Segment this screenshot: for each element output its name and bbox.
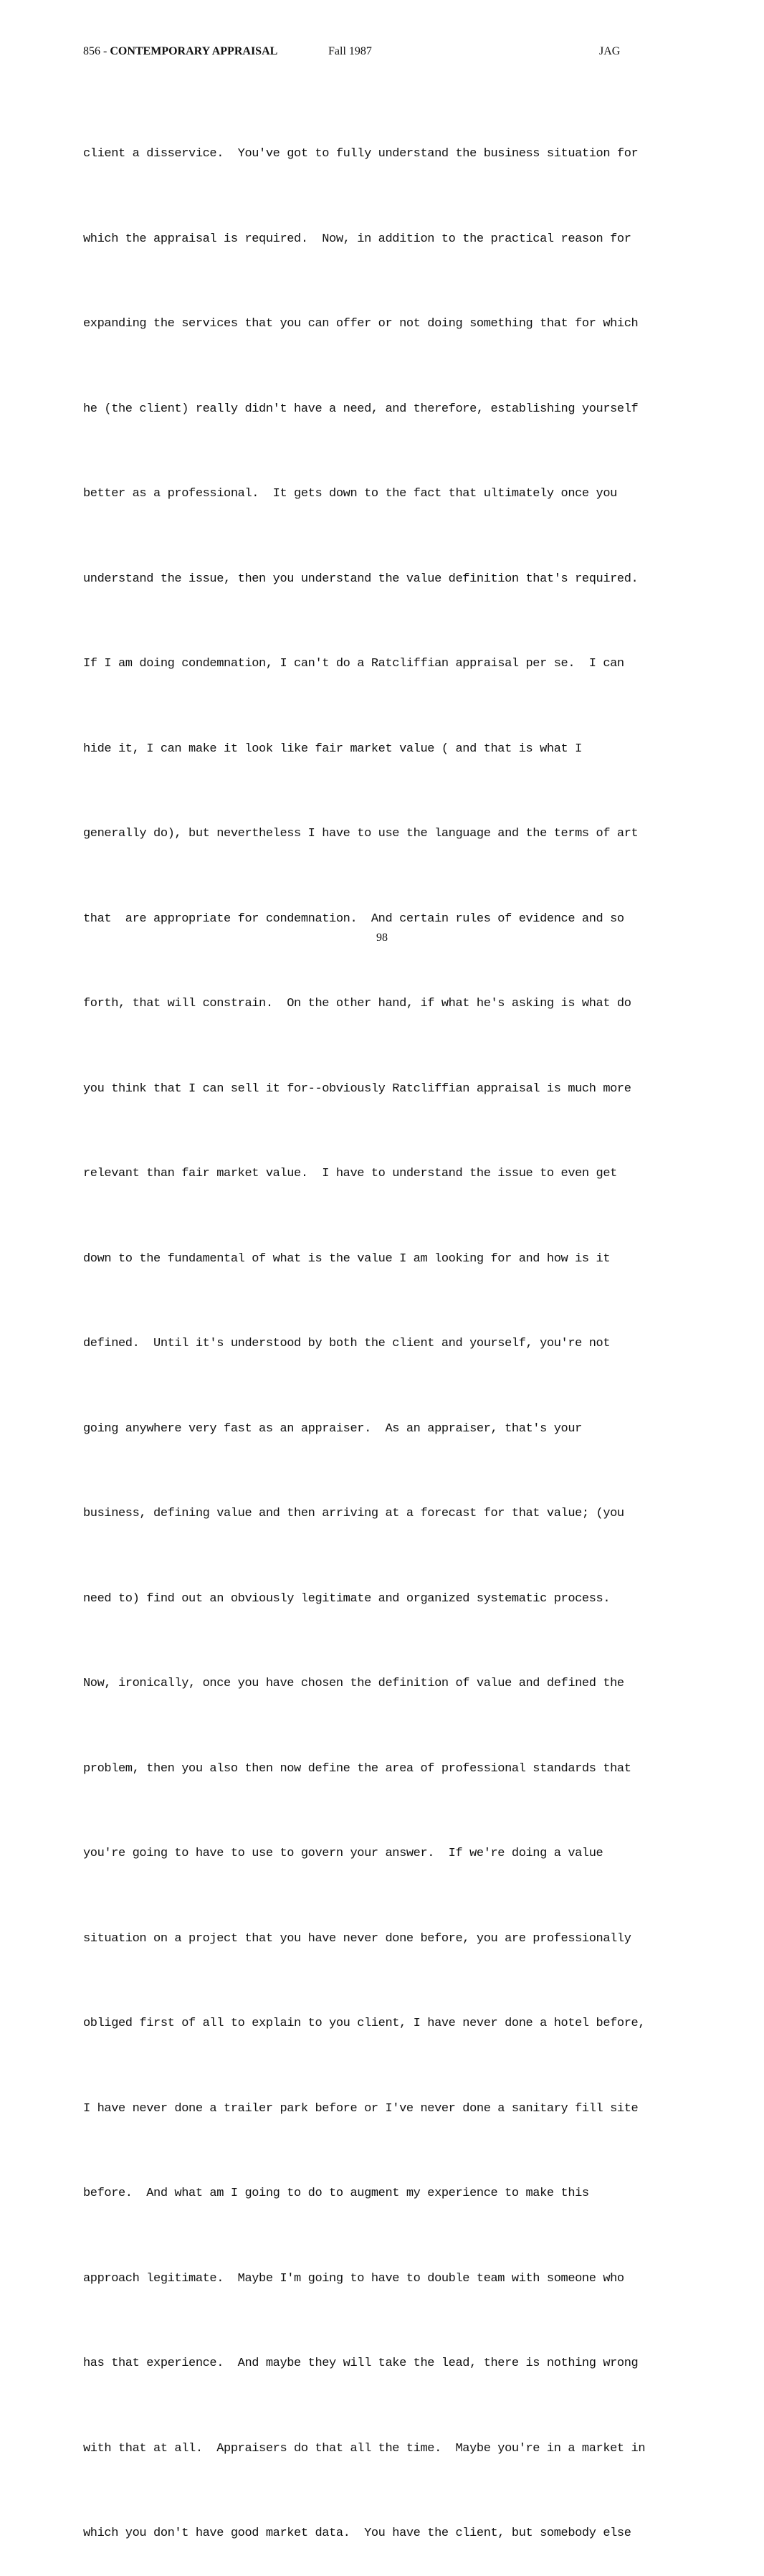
text-line: need to) find out an obviously legitimate and organized systematic process. bbox=[83, 1591, 611, 1606]
text-line: defined. Until it's understood by both the client and yourself, you're not bbox=[83, 1337, 611, 1350]
course-number: 856 - bbox=[83, 45, 110, 57]
text-line: before. And what am I going to do to augment my experience to make this bbox=[83, 2187, 589, 2200]
text-line: I have never done a trailer park before or I've never done a sanitary fill site bbox=[83, 2101, 639, 2116]
text-line: problem, then you also then now define the area of professional standards that bbox=[83, 1761, 631, 1776]
term: Fall 1987 bbox=[328, 45, 372, 57]
page-number: 98 bbox=[376, 932, 388, 944]
text-line: relevant than fair market value. I have to understand the issue to even get bbox=[83, 1167, 617, 1180]
text-line: expanding the services that you can offer or not doing something that for which bbox=[83, 317, 639, 331]
text-line: you're going to have to use to govern your answer. If we're doing a value bbox=[83, 1847, 603, 1860]
text-line: If I am doing condemnation, I can't do a Ratcliffian appraisal per se. I can bbox=[83, 657, 624, 671]
text-line: Now, ironically, once you have chosen the definition of value and defined the bbox=[83, 1677, 624, 1690]
text-line: situation on a project that you have never done before, you are professionally bbox=[83, 1931, 631, 1946]
text-line: hide it, I can make it look like fair market value ( and that is what I bbox=[83, 742, 582, 756]
text-line: has that experience. And maybe they will take the lead, there is nothing wrong bbox=[83, 2357, 639, 2370]
text-line: with that at all. Appraisers do that all the time. Maybe you're in a market in bbox=[83, 2441, 646, 2456]
text-line: forth, that will constrain. On the other hand, if what he's asking is what do bbox=[83, 997, 631, 1010]
text-line: obliged first of all to explain to you client, I have never done a hotel before, bbox=[83, 2017, 646, 2030]
text-line: approach legitimate. Maybe I'm going to have to double team with someone who bbox=[83, 2271, 624, 2286]
page-header bbox=[83, 43, 628, 63]
text-line: client a disservice. You've got to fully understand the business situation for bbox=[83, 147, 639, 161]
text-line: business, defining value and then arriving at a forecast for that value; (you bbox=[83, 1507, 624, 1520]
text-line: better as a professional. It gets down to the fact that ultimately once you bbox=[83, 487, 617, 501]
text-line: going anywhere very fast as an appraiser. As an appraiser, that's your bbox=[83, 1421, 582, 1436]
text-line: which you don't have good market data. You have the client, but somebody else bbox=[83, 2527, 631, 2540]
text-line: that are appropriate for condemnation. And certain rules of evidence and so bbox=[83, 911, 624, 926]
transcript-body bbox=[83, 83, 728, 2576]
course-header bbox=[83, 43, 277, 60]
text-line: down to the fundamental of what is the value I am looking for and how is it bbox=[83, 1251, 611, 1266]
text-line: generally do), but nevertheless I have to use the language and the terms of art bbox=[83, 827, 639, 840]
text-line: which the appraisal is required. Now, in addition to the practical reason for bbox=[83, 232, 631, 246]
text-line: understand the issue, then you understand the value definition that's required. bbox=[83, 572, 639, 586]
course-title: CONTEMPORARY APPRAISAL bbox=[110, 45, 278, 57]
text-line: he (the client) really didn't have a need, and therefore, establishing yourself bbox=[83, 402, 639, 416]
text-line: you think that I can sell it for--obviously Ratcliffian appraisal is much more bbox=[83, 1081, 631, 1096]
author-initials: JAG bbox=[599, 45, 621, 57]
